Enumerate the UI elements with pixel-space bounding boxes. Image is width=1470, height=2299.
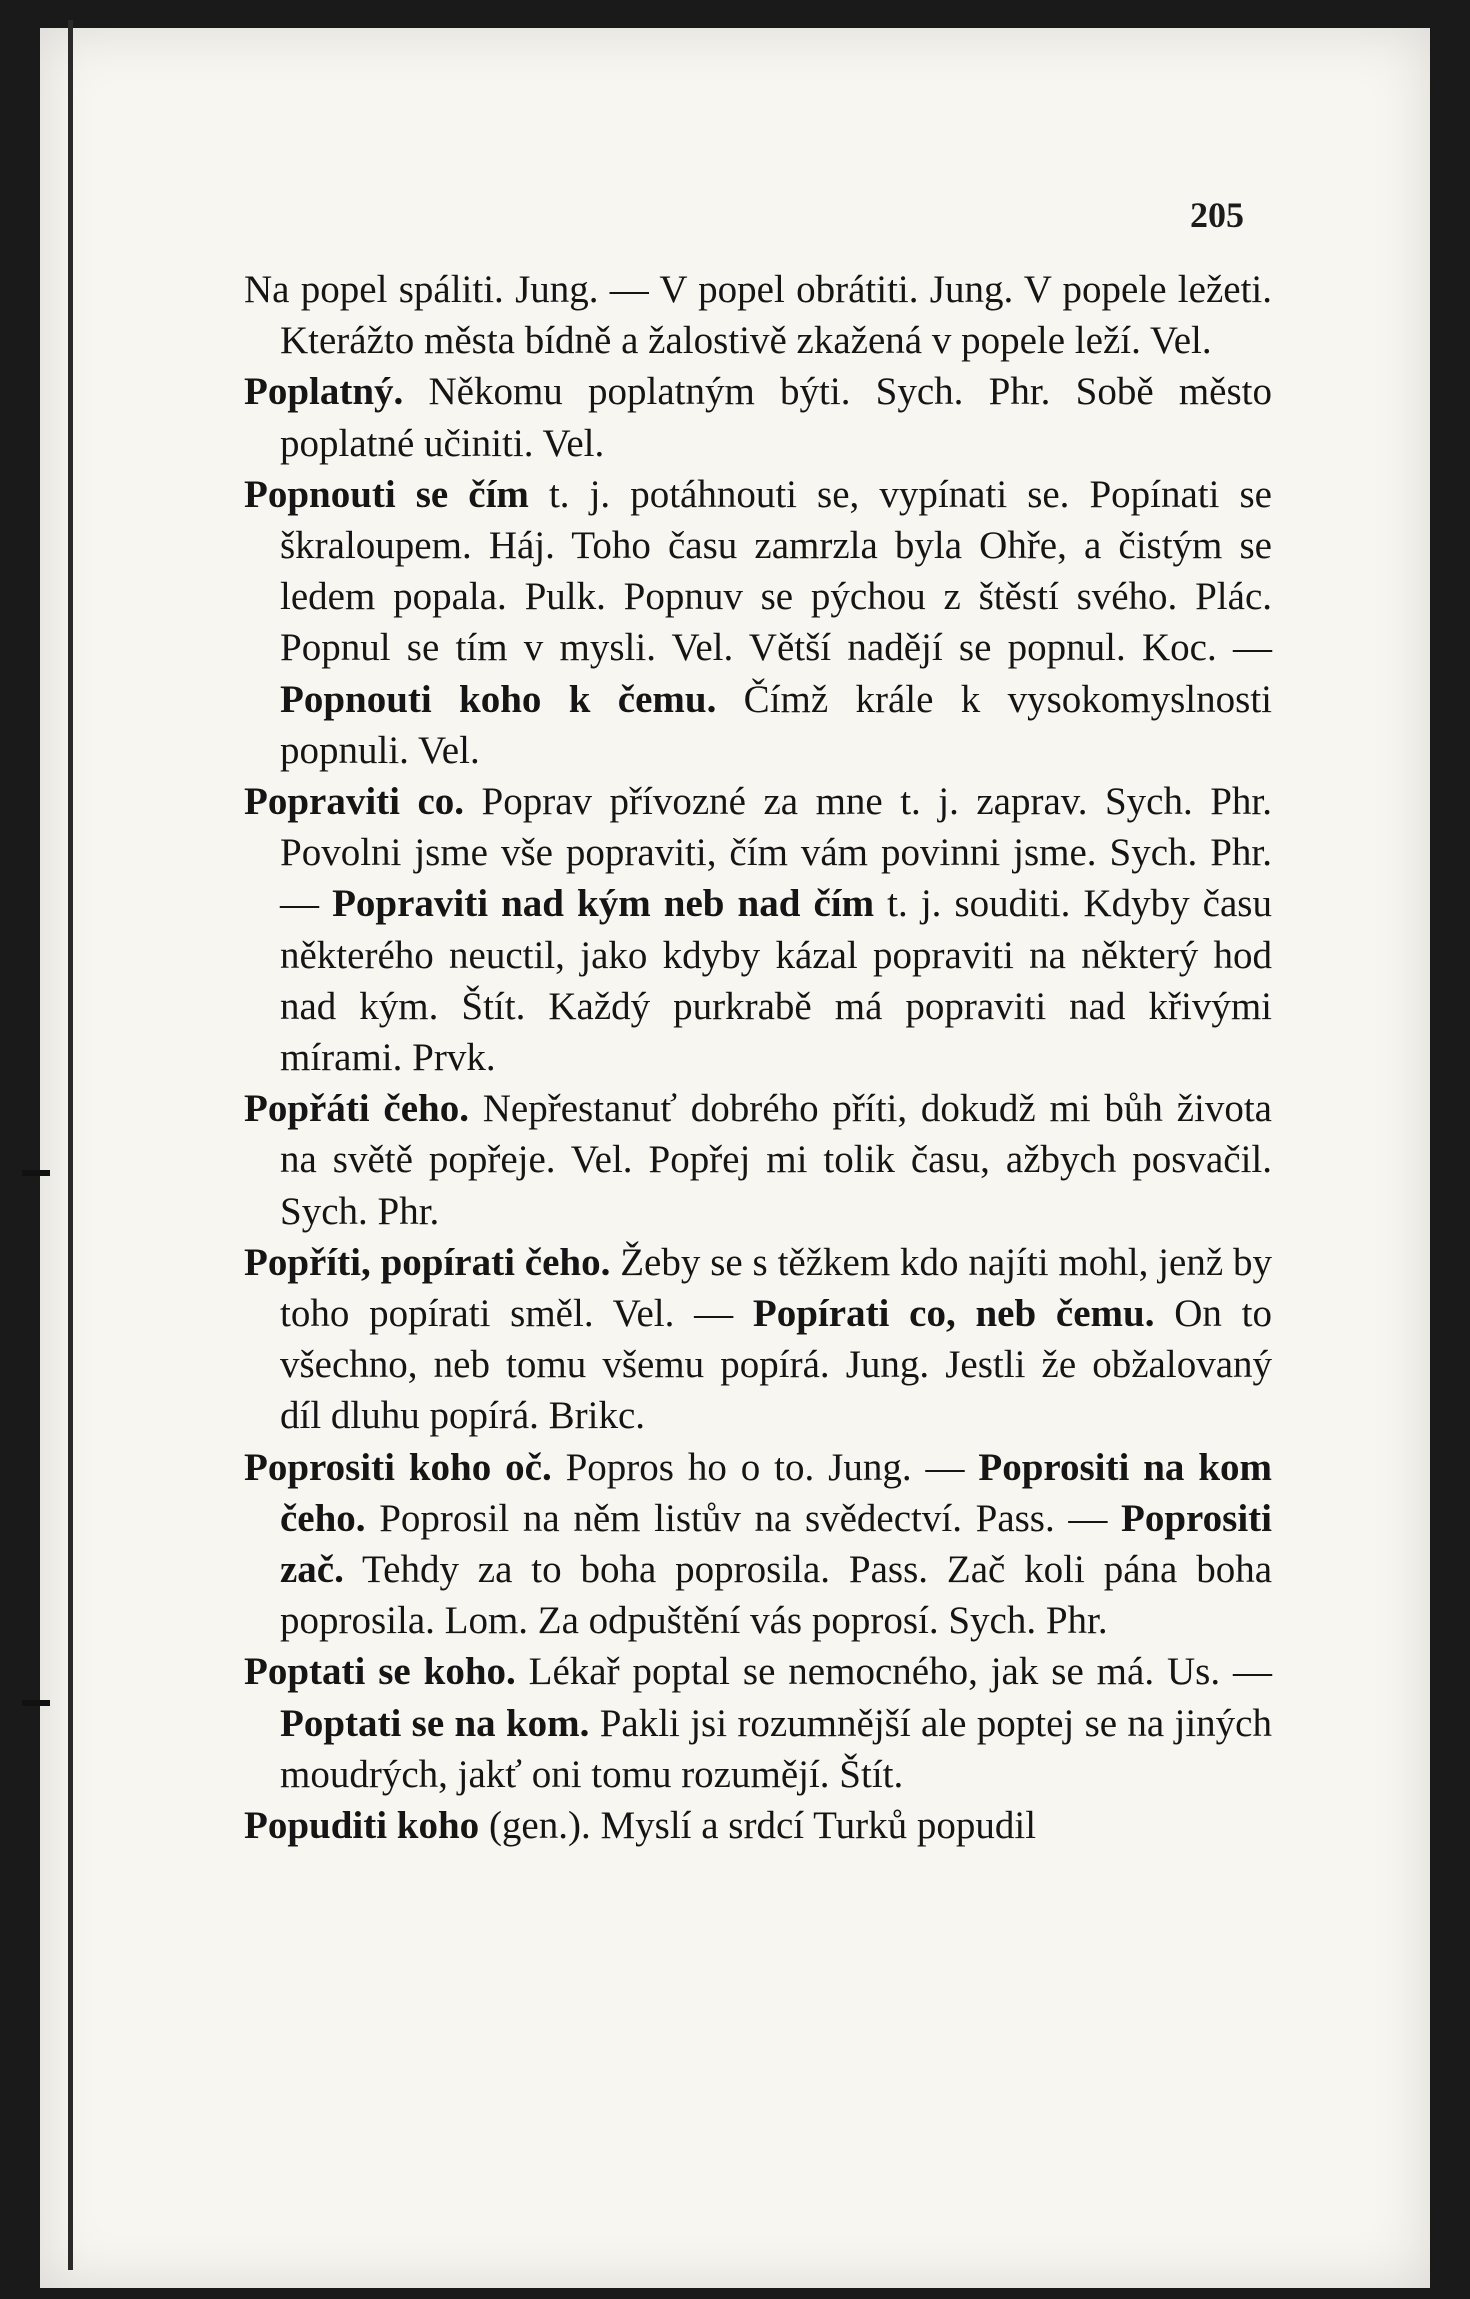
page-number: 205 [1190, 195, 1244, 235]
dictionary-entry [244, 1646, 1272, 1800]
dictionary-entry [244, 1442, 1272, 1647]
entry-text: Žeby se s těžkem kdo najíti mohl, jenž by toho popírati směl. Vel. — [280, 1240, 1272, 1336]
headword: Popřáti čeho. [244, 1087, 469, 1131]
headword: Popuditi koho [244, 1804, 480, 1848]
dictionary-entry [244, 1237, 1272, 1442]
book-page [40, 28, 1430, 2288]
headword: Poptati se na kom. [280, 1701, 590, 1745]
headword: Poprositi koho oč. [244, 1445, 552, 1489]
entry-text: Čímž krále k vysokomyslnosti popnuli. Vel. [280, 677, 1272, 772]
entry-text: Popros ho o to. Jung. — [551, 1445, 979, 1489]
headword: Poptati se koho. [244, 1650, 516, 1694]
binding-mark [22, 1700, 50, 1706]
entry-text: (gen.). Myslí a srdcí Turků popudil [479, 1804, 1037, 1848]
dictionary-entry [244, 1800, 1272, 1851]
dictionary-entry [244, 366, 1272, 468]
entry-text: Poprav přívozné za mne t. j. zaprav. Sych. Phr. Povolni jsme vše popraviti, čím vám povinni jsme. Sych. Phr. — [280, 780, 1273, 926]
entry-text: Poprosil na něm listův na svědectví. Pass. — [365, 1496, 1122, 1540]
entry-text: Pakli jsi rozumnější ale poptej se na jiných moudrých, jakť oni tomu rozumějí. Štít. [280, 1701, 1272, 1796]
entry-text: Tehdy za to boha poprosila. Pass. Zač koli pána boha poprosila. Lom. Za odpuštění vás poprosí. Sych. Phr. [280, 1548, 1272, 1643]
headword: Popírati co, neb čemu. [752, 1292, 1155, 1336]
entry-text: Lékař poptal se nemocného, jak se má. Us. — [515, 1650, 1272, 1694]
entry-text: t. j. potáhnouti se, vypínati se. Popínati se škraloupem. Háj. Toho času zamrzla byla Ohře, a čistým se ledem popala. Pulk. Popnuv se pýchou z štěstí svého. Plác. Popnul se tím v mysli. Vel. Větší nadějí se popnul. Koc. — [280, 472, 1272, 670]
entry-text: Nepřestanuť dobrého příti, dokudž mi bůh života na světě popřeje. Vel. Popřej mi tolik času, ažbych posvačil. Sych. Phr. [280, 1087, 1272, 1233]
headword: Popnouti se čím [244, 472, 529, 516]
headword: Poplatný. [244, 370, 404, 414]
dictionary-entry [244, 776, 1272, 1083]
dictionary-entry [244, 469, 1272, 776]
dictionary-entry [244, 264, 1272, 366]
entry-text: On to všechno, neb tomu všemu popírá. Jung. Jestli že obžalovaný díl dluhu popírá. Brikc. [280, 1292, 1273, 1438]
headword: Poprositi zač. [280, 1496, 1272, 1592]
entry-text: Na popel spáliti. Jung. — V popel obrátiti. Jung. V popele ležeti. Kterážto města bídně a žalostivě zkažená v popele leží. Vel. [244, 268, 1272, 363]
headword: Poprositi na kom čeho. [280, 1445, 1272, 1540]
headword: Popnouti koho k čemu. [280, 677, 717, 721]
binding-edge [68, 20, 73, 2270]
entry-text: Někomu poplatným býti. Sych. Phr. Sobě město poplatné učiniti. Vel. [280, 370, 1272, 465]
headword: Popříti, popírati čeho. [244, 1240, 611, 1284]
entry-text: t. j. souditi. Kdyby času některého neuctil, jako kdyby kázal popraviti na některý hod nad kým. Štít. Každý purkrabě má popraviti nad křivými mírami. Prvk. [280, 882, 1272, 1080]
dictionary-text [244, 264, 1272, 1851]
dictionary-entry [244, 1083, 1272, 1237]
headword: Popraviti nad kým neb nad čím [332, 882, 875, 926]
headword: Popraviti co. [244, 780, 465, 824]
binding-mark [22, 1170, 50, 1176]
